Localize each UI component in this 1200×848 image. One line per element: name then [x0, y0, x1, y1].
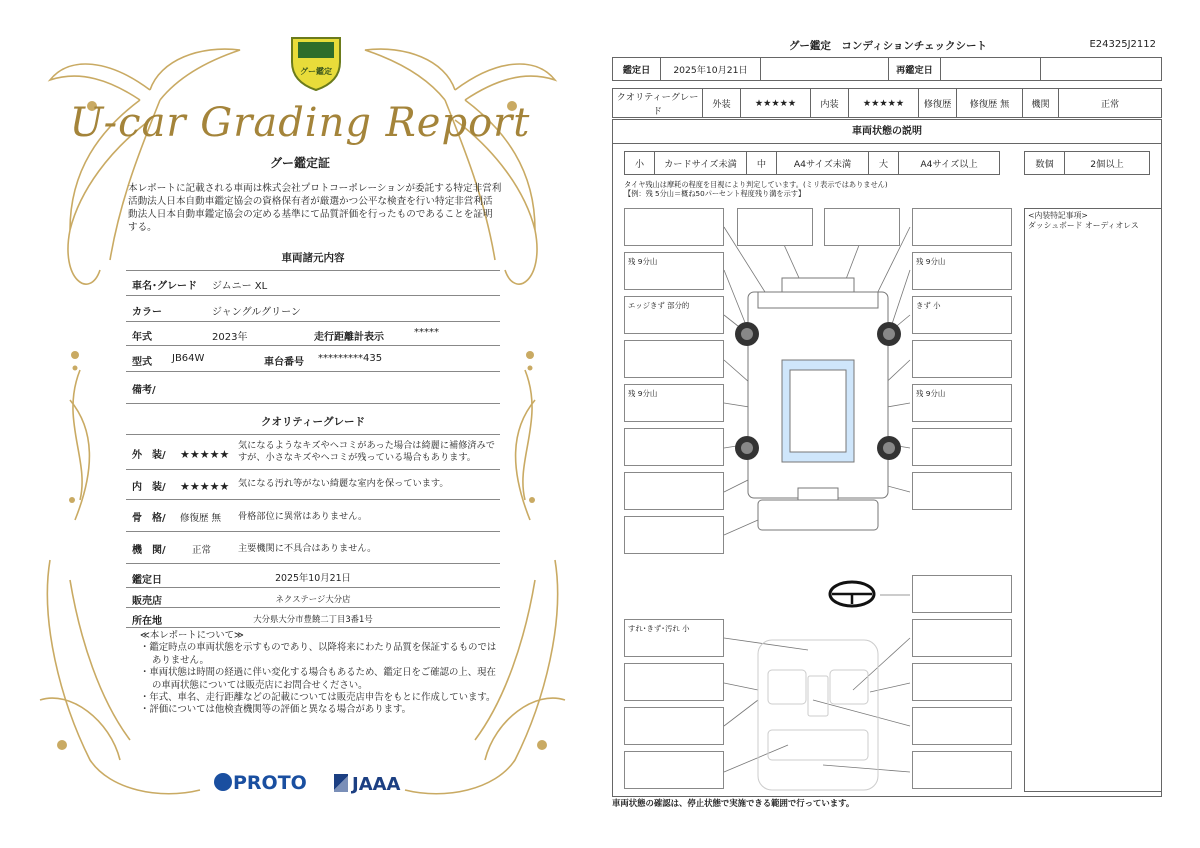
callout-box-fr-tire: 残 9分山 [912, 252, 1012, 290]
color-value: ジャングルグリーン [212, 307, 301, 318]
callout-box [912, 663, 1012, 701]
reinspect-label: 再鑑定日 [889, 58, 941, 81]
jaaa-logo-text: JAAA [352, 774, 401, 795]
callout-box [912, 707, 1012, 745]
note-item: ・鑑定時点の車両状態を示すものであり、以降将来にわたり品質を保証するものではありません。 [140, 642, 497, 666]
callout-box [624, 707, 724, 745]
sheet-code: E24325J2112 [1089, 39, 1156, 50]
name-label: 車名･グレード [132, 281, 197, 292]
year-value: 2023年 [212, 332, 248, 343]
callout-box [912, 751, 1012, 789]
engine-label: 機 関/ [132, 545, 166, 556]
frame-value: 修復歴 無 [180, 513, 222, 524]
engine-description: 主要機関に不具合はありません。 [238, 543, 377, 554]
note-item: ・年式、車名、走行距離などの記載については販売店申告をもとに作成しています。 [140, 692, 496, 704]
frame-label: 骨 格/ [132, 513, 166, 524]
spec-row-remarks [126, 372, 500, 404]
frame-description: 骨格部位に異常はありません。 [238, 511, 368, 522]
callout-box [912, 472, 1012, 510]
tire-note: タイヤ残山は摩耗の程度を目視により判定しています。(ミリ表示ではありません) [624, 180, 888, 189]
engine-label: 機関 [1023, 89, 1059, 118]
engine-value: 正常 [192, 545, 212, 556]
tire-example: 【例：残 5分山＝概ね50パーセント程度残り溝を示す】 [624, 189, 806, 198]
callout-box [624, 208, 724, 246]
exterior-label: 外 装/ [132, 450, 166, 461]
jaaa-logo [334, 774, 401, 795]
date-value: 2025年10月21日 [661, 58, 761, 81]
certificate-title: グー鑑定証 [269, 156, 330, 170]
callout-box-interior: すれ･きず･汚れ 小 [624, 619, 724, 657]
callout-box [912, 340, 1012, 378]
badge-text: グー鑑定 [300, 67, 332, 76]
int-label: 内装 [811, 89, 849, 118]
address-label: 所在地 [132, 616, 162, 627]
interior-notes-title: <内装特記事項> [1028, 211, 1088, 220]
remarks-label: 備考/ [132, 385, 156, 396]
grade-label: クオリティーグレード [613, 89, 703, 118]
specs-title: 車両諸元内容 [281, 252, 345, 264]
spec-row-year [126, 322, 500, 346]
engine-value: 正常 [1059, 89, 1162, 118]
mileage-value: ***** [414, 327, 439, 338]
callout-box-edge: エッジきず 部分的 [624, 296, 724, 334]
interior-notes-panel [1024, 208, 1162, 792]
size-small: 小 [625, 152, 655, 175]
interior-stars: ★★★★★ [180, 480, 230, 493]
model-value: JB64W [172, 353, 205, 364]
sheet-title: グー鑑定 コンディションチェックシート [788, 40, 988, 52]
exterior-stars: ★★★★★ [180, 448, 230, 461]
exterior-description: 気になるようなキズやヘコミがあった場合は綺麗に補修済みですが、小さなキズやヘコミが残っている場合もあります。 [238, 440, 495, 463]
address-value: 大分県大分市豊饒二丁目3番1号 [253, 614, 373, 624]
callout-box [912, 619, 1012, 657]
callout-box [624, 340, 724, 378]
callout-box [624, 516, 724, 554]
sheet-footer: 車両状態の確認は、停止状態で実施できる範囲で行っています。 [612, 798, 855, 808]
jaaa-mark-icon [334, 774, 348, 792]
callout-box-rl-tire: 残 9分山 [624, 384, 724, 422]
spec-row-color [126, 296, 500, 322]
report-notes [140, 630, 500, 717]
date-label: 鑑定日 [613, 58, 661, 81]
date-value: 2025年10月21日 [275, 573, 351, 584]
callout-box [912, 208, 1012, 246]
info-row-address [126, 608, 500, 628]
year-label: 年式 [132, 332, 152, 343]
callout-box [912, 575, 1012, 613]
note-item: ・車両状態は時間の経過に伴い変化する場合もあるため、鑑定日をご確認の上、現在の車両状態については販売店にお問合せください。 [140, 667, 496, 691]
proto-logo-text: PROTO [233, 772, 307, 794]
model-label: 型式 [132, 357, 152, 368]
chassis-label: 車台番号 [264, 357, 304, 368]
date-label: 鑑定日 [132, 575, 162, 586]
proto-logo [214, 772, 307, 794]
chassis-value: *********435 [318, 353, 383, 364]
count-label: 数個 [1025, 152, 1065, 175]
callout-box-scratch: きず 小 [912, 296, 1012, 334]
size-large: 大 [869, 152, 899, 175]
interior-description: 気になる汚れ等がない綺麗な室内を保っています。 [238, 478, 449, 489]
ext-label: 外装 [703, 89, 741, 118]
interior-notes-text: ダッシュボード オーディオレス [1028, 221, 1139, 230]
condition-check-sheet [608, 0, 1168, 848]
callout-box [624, 751, 724, 789]
name-value: ジムニー XL [212, 281, 268, 292]
color-label: カラー [132, 307, 162, 318]
spec-row-name [126, 270, 500, 296]
callout-box [624, 663, 724, 701]
info-row-date [126, 564, 500, 588]
callout-box-rr-tire: 残 9分山 [912, 384, 1012, 422]
note-item: ・評価については他検査機関等の評価と異なる場合があります。 [140, 704, 411, 716]
count-value: 2個以上 [1065, 152, 1150, 175]
interior-label: 内 装/ [132, 482, 166, 493]
size-mid: 中 [747, 152, 777, 175]
quality-title: クオリティーグレード [261, 416, 365, 428]
logo-bar [214, 770, 414, 800]
callout-box [912, 428, 1012, 466]
mileage-label: 走行距離計表示 [314, 332, 384, 343]
info-row-dealer [126, 588, 500, 608]
goo-kantei-badge-icon [288, 32, 344, 92]
certificate-intro: 本レポートに記載される車両は株式会社プロトコーポレーションが委託する特定非営利活動法人日本自動車鑑定協会の資格保有者が厳選かつ公平な検査を行い特定非営利活動法人日本自動車鑑定協会の定める基準にて品質評価を行ったものであることを証明する。 [128, 183, 502, 233]
callout-box-fl-tire: 残 9分山 [624, 252, 724, 290]
condition-title: 車両状態の説明 [612, 119, 1162, 144]
dealer-value: ネクステージ大分店 [275, 594, 351, 604]
dealer-label: 販売店 [132, 596, 162, 607]
proto-mark-icon [214, 773, 232, 791]
callout-box [624, 472, 724, 510]
spec-row-model [126, 346, 500, 372]
callout-box [624, 428, 724, 466]
repair-value: 修復歴 無 [957, 89, 1023, 118]
ext-stars: ★★★★★ [741, 89, 811, 118]
size-large-desc: A4サイズ以上 [899, 152, 1000, 175]
callout-box [824, 208, 900, 246]
repair-label: 修復歴 [919, 89, 957, 118]
script-title: U-car Grading Report [69, 100, 531, 146]
size-mid-desc: A4サイズ未満 [777, 152, 869, 175]
size-small-desc: カードサイズ未満 [655, 152, 747, 175]
int-stars: ★★★★★ [849, 89, 919, 118]
notes-title: ≪本レポートについて≫ [140, 630, 244, 641]
callout-box [737, 208, 813, 246]
